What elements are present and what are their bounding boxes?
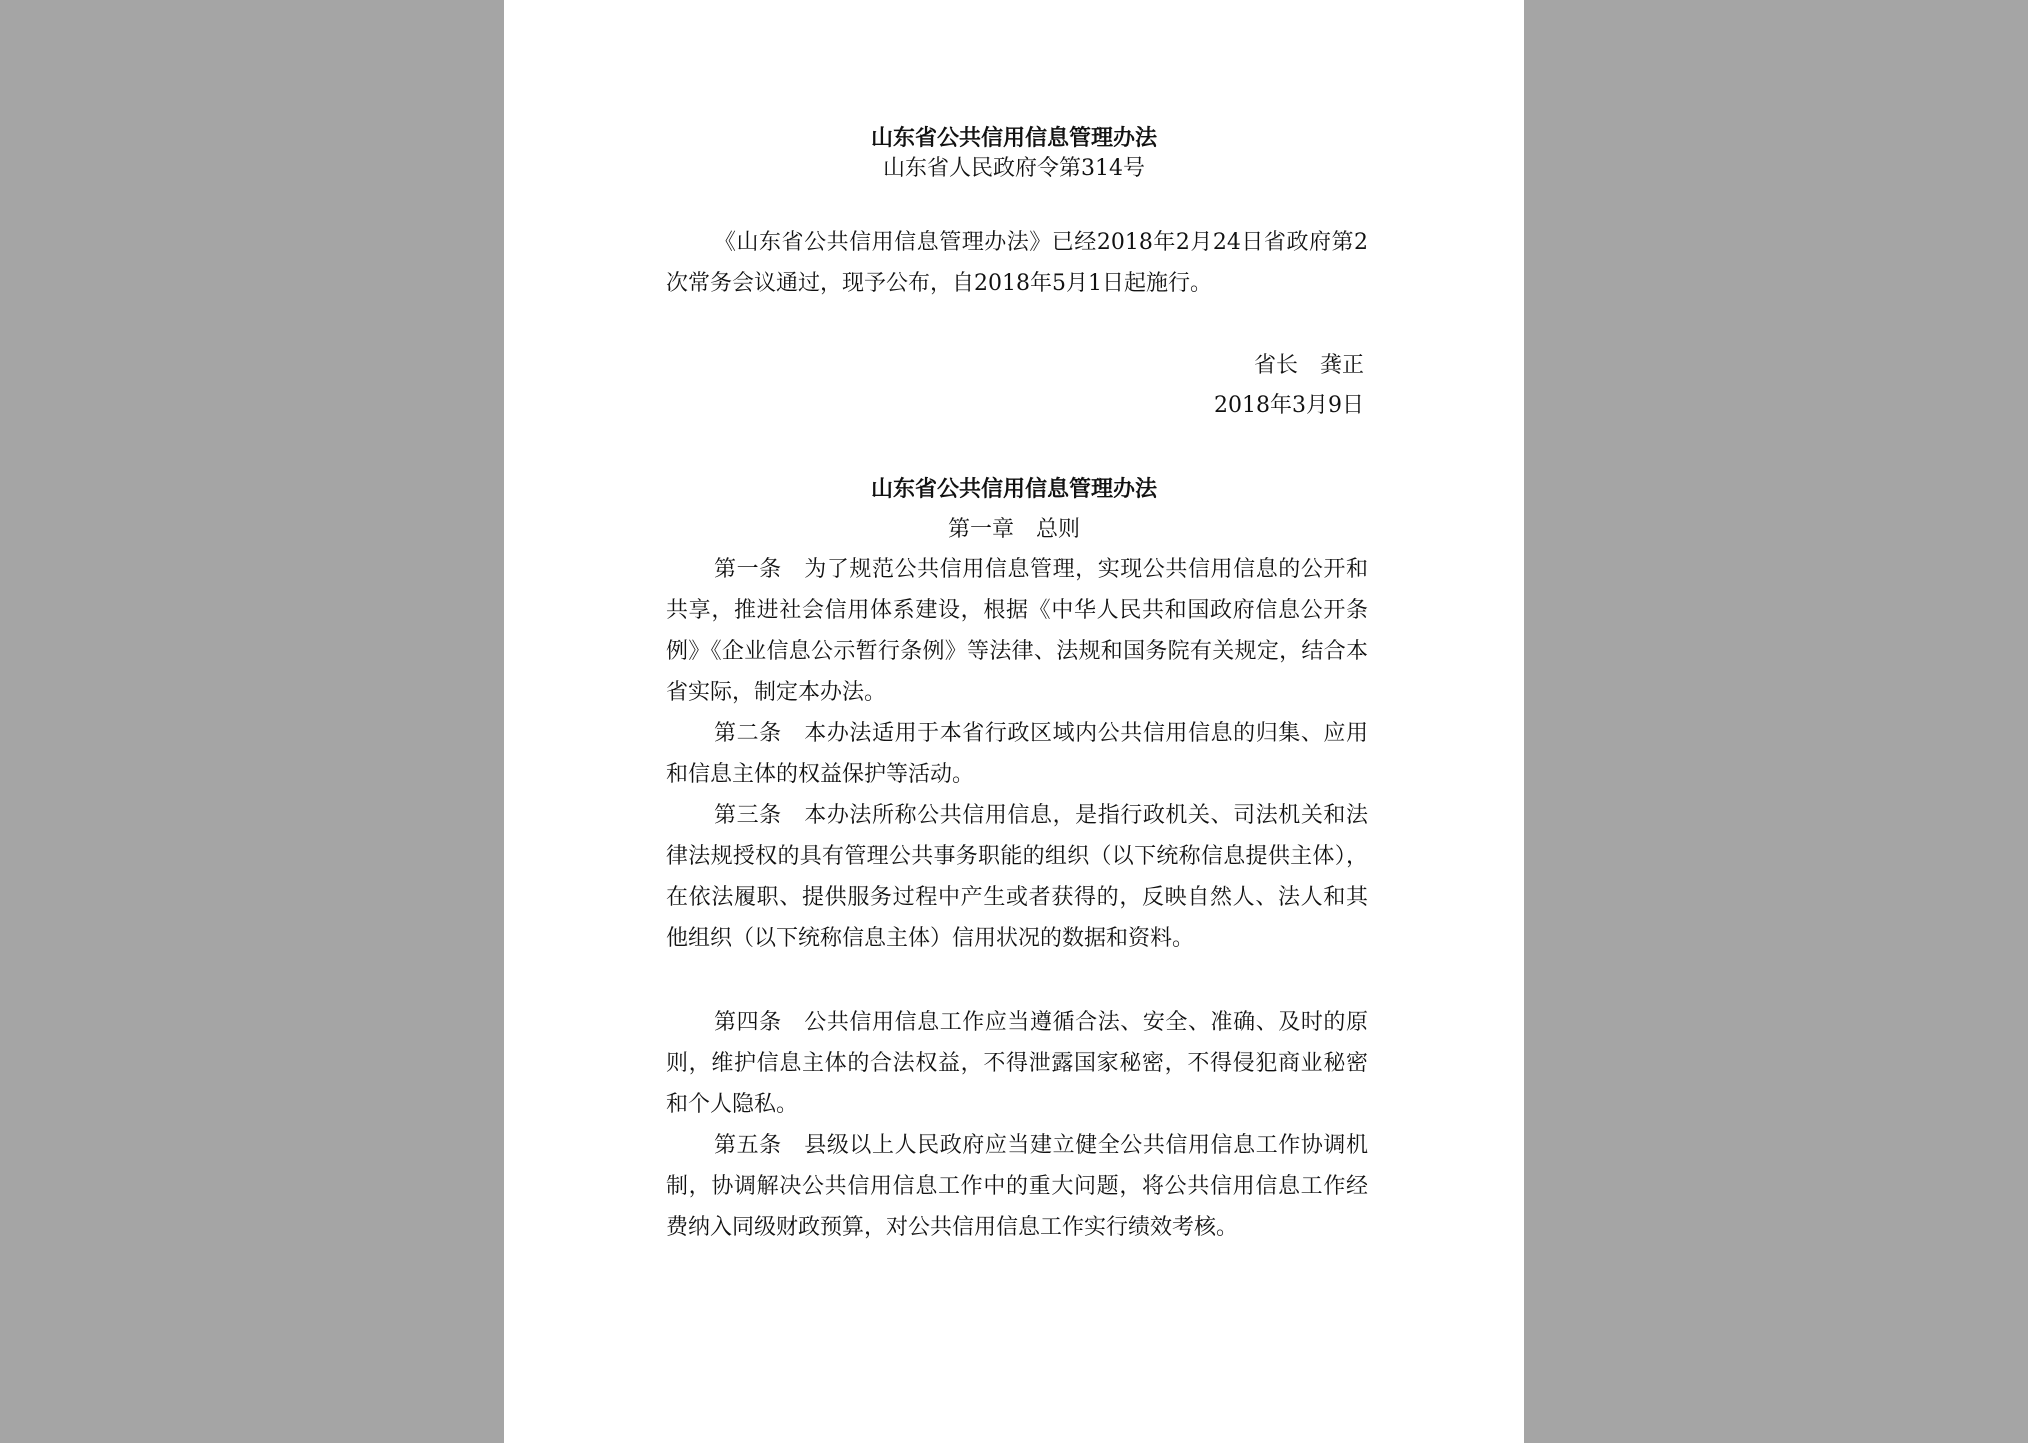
article-4: 第四条 公共信用信息工作应当遵循合法、安全、准确、及时的原则，维护信息主体的合法权益，不得泄露国家秘密，不得侵犯商业秘密和个人隐私。	[666, 1010, 1368, 1117]
document-header-title: 山东省公共信用信息管理办法	[870, 125, 1157, 151]
article-3: 第三条 本办法所称公共信用信息，是指行政机关、司法机关和法律法规授权的具有管理公共事务职能的组织（以下统称信息提供主体），在依法履职、提供服务过程中产生或者获得的，反映自然人、法人和其他组织（以下统称信息主体）信用状况的数据和资料。	[666, 803, 1368, 951]
article-1: 第一条 为了规范公共信用信息管理，实现公共信用信息的公开和共享，推进社会信用体系建设，根据《中华人民共和国政府信息公开条例》《企业信息公示暂行条例》等法律、法规和国务院有关规定，结合本省实际，制定本办法。	[666, 557, 1368, 705]
signatory: 省长 龚正	[1253, 353, 1364, 378]
body-title: 山东省公共信用信息管理办法	[870, 476, 1157, 502]
article-5: 第五条 县级以上人民政府应当建立健全公共信用信息工作协调机制，协调解决公共信用信息工作中的重大问题，将公共信用信息工作经费纳入同级财政预算，对公共信用信息工作实行绩效考核。	[666, 1133, 1368, 1240]
sign-date: 2018年3月9日	[1214, 393, 1364, 418]
document-page	[504, 0, 1524, 1443]
chapter-heading: 第一章 总则	[947, 517, 1080, 542]
preamble-paragraph: 《山东省公共信用信息管理办法》已经2018年2月24日省政府第2次常务会议通过，现予公布，自2018年5月1日起施行。	[666, 230, 1368, 296]
order-number: 山东省人民政府令第314号	[883, 156, 1145, 181]
article-2: 第二条 本办法适用于本省行政区域内公共信用信息的归集、应用和信息主体的权益保护等活动。	[666, 721, 1368, 787]
